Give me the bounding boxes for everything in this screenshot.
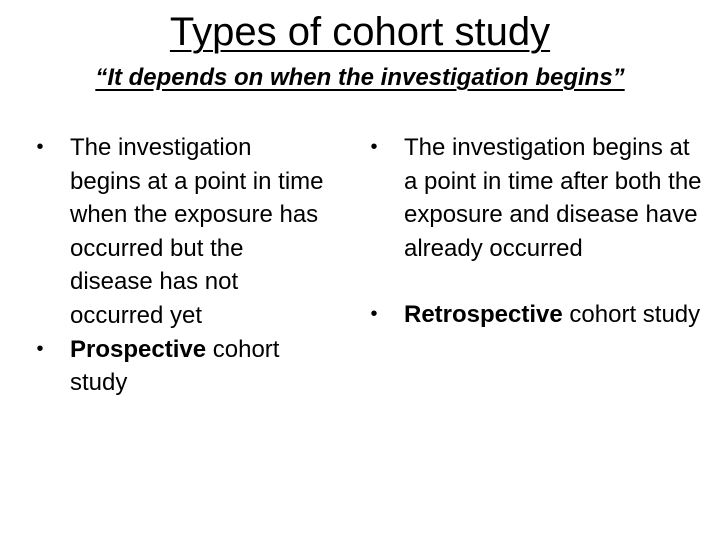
left-type-bold: Prospective [70,335,207,363]
right-type-item [362,298,702,332]
right-description-item [362,131,702,265]
left-type-item [28,333,328,400]
right-type-bold: Retrospective [404,301,563,329]
bullet-icon: • [36,337,44,360]
right-column [362,131,702,332]
slide-title: Types of cohort study [169,10,551,54]
right-type-rest: cohort study [562,301,701,329]
left-description-text: The investigation begins at a point in time when the exposure has occurred but the disease has not occurred yet [70,134,324,329]
left-description-item [28,131,328,333]
left-column [28,131,328,400]
bullet-icon: • [370,136,378,158]
left-type-rest: cohort study [70,335,280,397]
bullet-icon: • [36,136,44,158]
bullet-spacer [362,265,702,298]
right-description-text: The investigation begins at a point in time after both the exposure and disease have already occurred [404,134,702,262]
bullet-icon: • [370,303,378,326]
slide-subtitle: “It depends on when the investigation begins” [95,64,625,91]
